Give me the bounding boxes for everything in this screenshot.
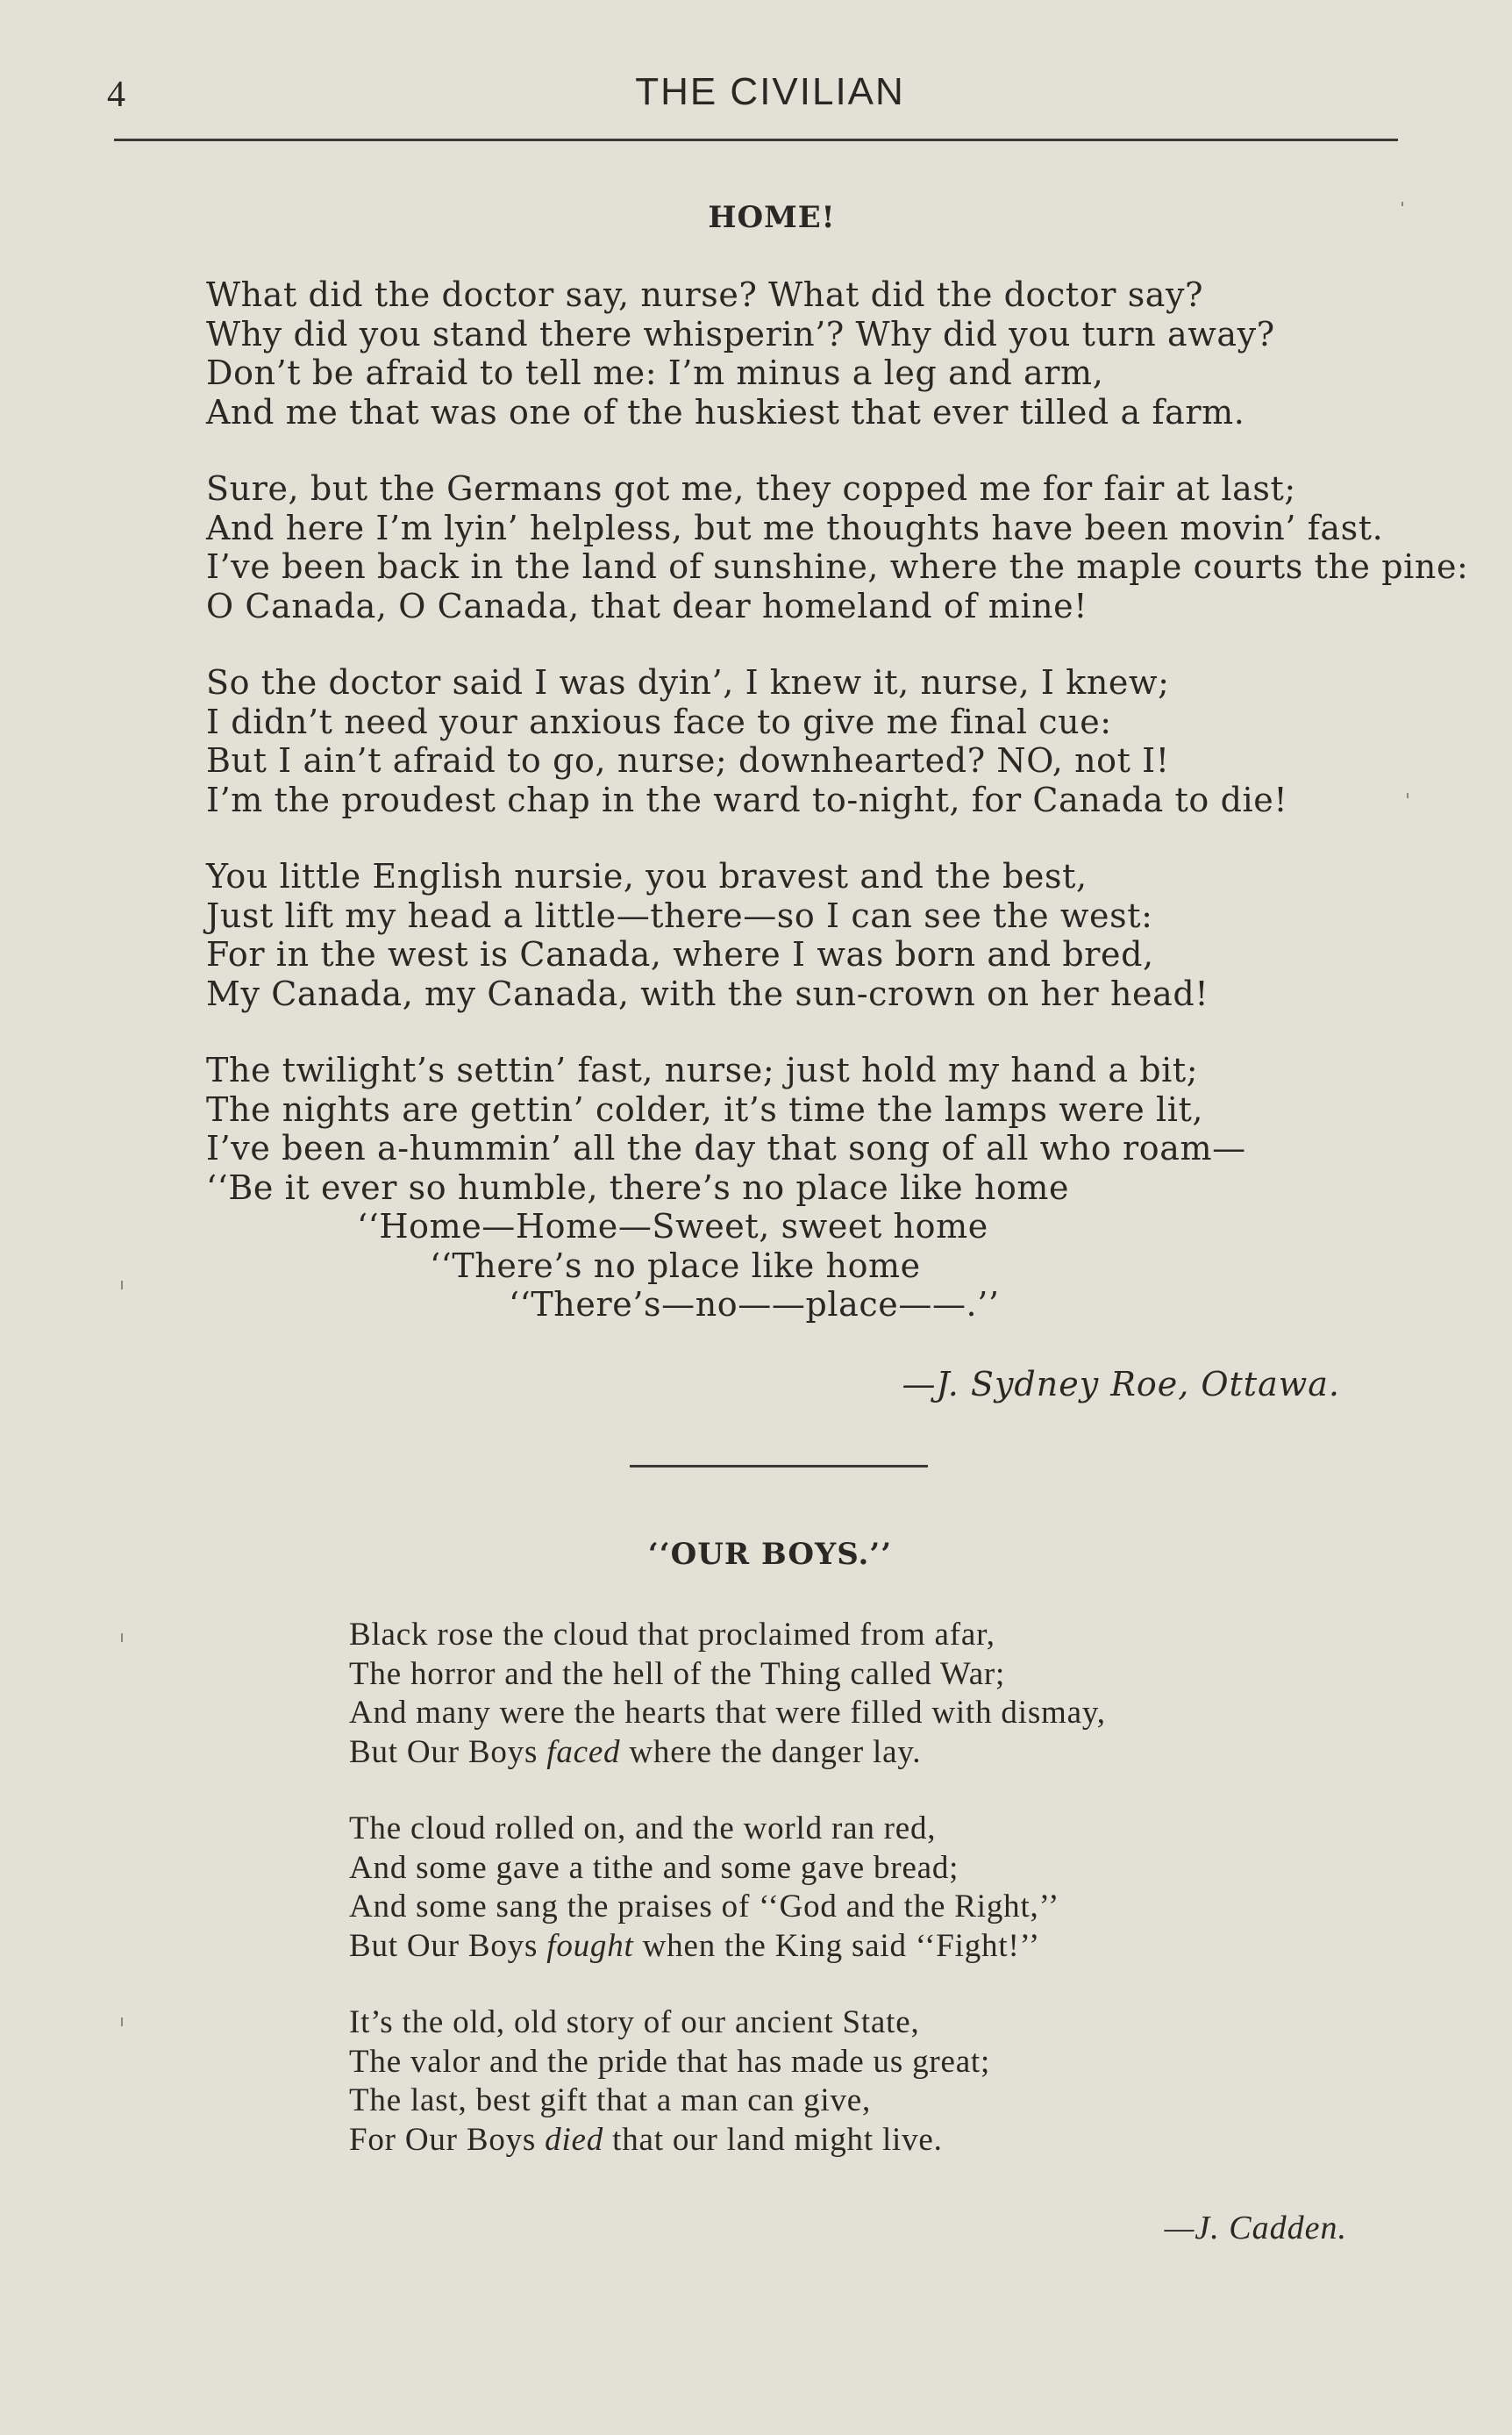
emphasis-word: fought — [546, 1927, 634, 1964]
verse-text: when the King said ‘‘Fight!’’ — [633, 1927, 1041, 1964]
print-speck — [121, 1281, 123, 1289]
verse-line: O Canada, O Canada, that dear homeland of mine! — [206, 586, 1088, 625]
section-divider — [630, 1465, 928, 1467]
verse-line: ‘‘There’s no place like home — [430, 1246, 921, 1285]
verse-line: Just lift my head a little—there—so I can see the west: — [206, 896, 1153, 935]
stanza-2 — [349, 1810, 1106, 1966]
verse-line: Sure, but the Germans got me, they copped me for fair at last; — [206, 469, 1296, 508]
verse-line: And here I’m lyin’ helpless, but me thoughts have been movin’ fast. — [206, 508, 1384, 547]
verse-line: What did the doctor say, nurse? What did the doctor say? — [206, 275, 1204, 314]
verse-line: The twilight’s settin’ fast, nurse; just hold my hand a bit; — [206, 1051, 1199, 1089]
verse-line: The cloud rolled on, and the world ran red, — [349, 1810, 937, 1846]
header-rule — [114, 139, 1398, 141]
verse-line: I’m the proudest chap in the ward to-night, for Canada to die! — [206, 780, 1288, 819]
verse-line: And some sang the praises of ‘‘God and the Right,’’ — [349, 1889, 1060, 1924]
stanza-3 — [349, 2003, 1106, 2160]
running-title: THE CIVILIAN — [635, 70, 905, 113]
verse-line: The last, best gift that a man can give, — [349, 2082, 872, 2118]
poem-our-boys-body — [349, 1616, 1106, 2197]
verse-text: For Our Boys — [349, 2121, 546, 2158]
verse-line — [349, 1733, 1106, 1773]
verse-line: And me that was one of the huskiest that ever tilled a farm. — [206, 392, 1245, 432]
print-speck — [121, 1633, 123, 1642]
verse-line: The horror and the hell of the Thing called War; — [349, 1655, 1006, 1692]
emphasis-word: died — [545, 2121, 604, 2158]
print-speck — [1401, 202, 1403, 206]
print-speck — [1407, 793, 1409, 798]
stanza-1 — [206, 275, 1468, 432]
verse-line: So the doctor said I was dyin’, I knew it, nurse, I knew; — [206, 663, 1170, 702]
verse-text: where the danger lay. — [620, 1733, 922, 1770]
poem-title-our-boys: ‘‘OUR BOYS.’’ — [647, 1537, 893, 1572]
verse-line: ‘‘Home—Home—Sweet, sweet home — [357, 1207, 988, 1246]
stanza-4 — [206, 857, 1468, 1013]
verse-line: And many were the hearts that were filled with dismay, — [349, 1695, 1106, 1731]
verse-line: It’s the old, old story of our ancient State, — [349, 2004, 920, 2040]
verse-line: And some gave a tithe and some gave bread; — [349, 1849, 959, 1886]
stanza-3 — [206, 663, 1468, 819]
verse-line — [349, 2121, 1106, 2160]
poem-home-body — [206, 275, 1468, 1362]
verse-line: The valor and the pride that has made us great; — [349, 2043, 991, 2080]
verse-line: For in the west is Canada, where I was born and bred, — [206, 935, 1154, 974]
verse-line: ‘‘There’s—no——place——.’’ — [509, 1285, 1000, 1324]
stanza-5 — [206, 1051, 1468, 1325]
verse-text: But Our Boys — [349, 1927, 547, 1964]
verse-text: that our land might live. — [603, 2121, 943, 2158]
emphasis-word: faced — [546, 1733, 621, 1770]
verse-line: Don’t be afraid to tell me: I’m minus a leg and arm, — [206, 353, 1104, 392]
verse-text: But Our Boys — [349, 1733, 547, 1770]
verse-line: ‘‘Be it ever so humble, there’s no place like home — [206, 1168, 1070, 1207]
stanza-2 — [206, 469, 1468, 625]
verse-line: The nights are gettin’ colder, it’s time the lamps were lit, — [206, 1089, 1204, 1129]
verse-line: My Canada, my Canada, with the sun-crown on her head! — [206, 974, 1209, 1013]
print-speck — [121, 2017, 123, 2026]
verse-line — [349, 1927, 1106, 1967]
page-number: 4 — [107, 75, 125, 115]
verse-line: But I ain’t afraid to go, nurse; downhearted? NO, not I! — [206, 741, 1170, 780]
verse-line: Why did you stand there whisperin’? Why did you turn away? — [206, 314, 1275, 353]
poem-title-home: HOME! — [708, 200, 836, 235]
verse-line: You little English nursie, you bravest and the best, — [206, 857, 1088, 896]
verse-line: I’ve been a-hummin’ all the day that song of all who roam— — [206, 1129, 1246, 1168]
verse-line: I’ve been back in the land of sunshine, where the maple courts the pine: — [206, 547, 1469, 586]
stanza-1 — [349, 1616, 1106, 1772]
verse-line: I didn’t need your anxious face to give me final cue: — [206, 702, 1112, 741]
attribution-cadden: —J. Cadden. — [1164, 2210, 1347, 2246]
attribution-roe: —J. Sydney Roe, Ottawa. — [902, 1365, 1340, 1403]
verse-line: Black rose the cloud that proclaimed from afar, — [349, 1617, 995, 1653]
